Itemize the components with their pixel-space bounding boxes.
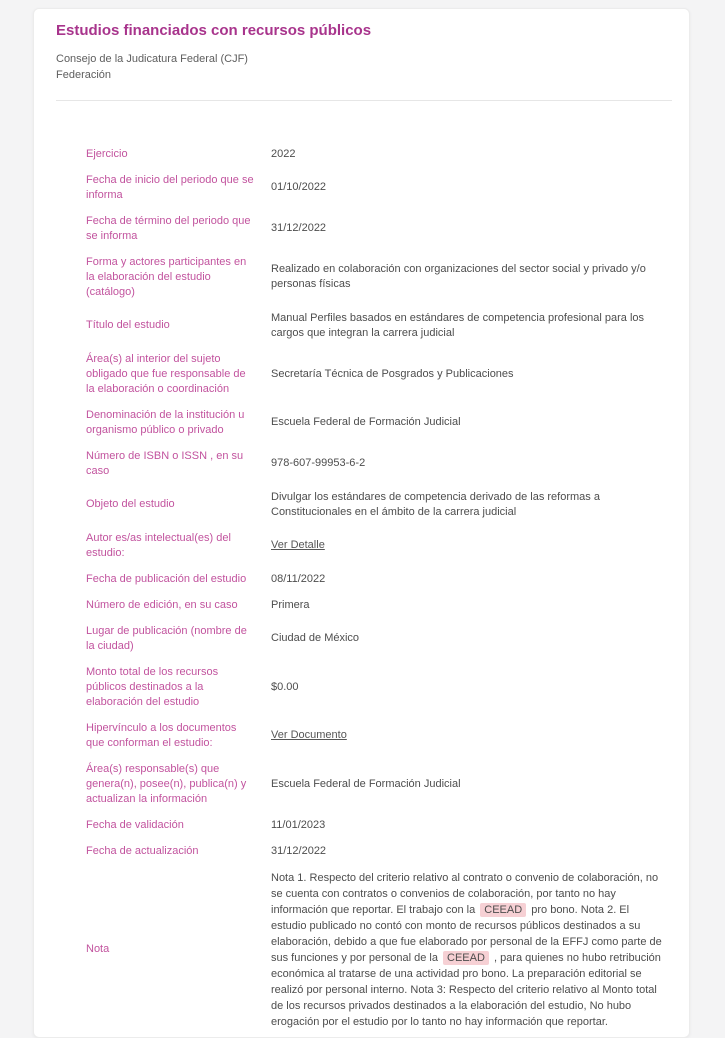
field-label: Lugar de publicación (nombre de la ciudad) [86,624,247,652]
field-value: 08/11/2022 [271,572,326,585]
field-row [86,408,674,438]
field-value: Secretaría Técnica de Posgrados y Publicaciones [271,367,514,380]
nota-text-segment: Nota 1. Respecto del criterio relativo al contrato o convenio de colaboración, no se cuenta con contratos o convenios de colaboración, por tanto no hay información que reportar. El trabajo con la [271,871,659,916]
field-value: Realizado en colaboración con organizaciones del sector social y privado y/o personas físicas [271,263,646,291]
field-row [86,598,674,613]
fields-list [86,147,674,1030]
field-label: Monto total de los recursos públicos destinados a la elaboración del estudio [86,665,219,708]
field-row [86,844,674,859]
field-label: Nota [86,943,110,956]
page-title: Estudios financiados con recursos públicos [56,22,372,39]
header-divider [56,100,672,101]
nota-text-segment: pro bono. Nota 2. El estudio publicado no contó con monto de recursos públicos destinados a su elaboración, debido a que fue elaborado por personal de la EFFJ como parte de sus funciones y por personal de la [271,903,662,964]
ceead-highlight: CEEAD [443,951,489,965]
field-label: Área(s) al interior del sujeto obligado que fue responsable de la elaboración o coordinación [86,352,246,395]
field-label: Fecha de validación [86,818,184,831]
field-value: 978-607-99953-6-2 [271,457,366,470]
field-label: Número de ISBN o ISSN , en su caso [86,449,244,477]
field-label: Objeto del estudio [86,498,175,511]
field-row [86,572,674,587]
field-label: Hipervínculo a los documentos que conforman el estudio: [86,721,237,749]
field-row [86,352,674,397]
ver-documento-link[interactable]: Ver Documento [271,729,347,742]
field-value: 11/01/2023 [271,818,326,831]
org-name: Consejo de la Judicatura Federal (CJF) [56,53,248,65]
field-row [86,449,674,479]
field-value [271,538,666,553]
field-label: Área(s) responsable(s) que genera(n), posee(n), publica(n) y actualizan la información [86,762,247,805]
org-level: Federación [56,68,112,81]
field-value: Manual Perfiles basados en estándares de competencia profesional para los cargos que integran la carrera judicial [271,311,645,339]
field-row [86,311,674,341]
field-row [86,665,674,710]
field-row [86,147,674,162]
ver-detalle-link[interactable]: Ver Detalle [271,539,325,552]
field-value: Primera [271,598,310,611]
nota-text-segment: , para quienes no hubo retribución económica al tratarse de una actividad pro bono. La preparación editorial se realizó por personal interno. Nota 3: Respecto del criterio relativo al Monto total de los recursos privados destinados a la elaboración del estudio, No hubo erogación por el estudio por lo tanto no hay información que reportar. [271,951,661,1028]
field-value: Ciudad de México [271,632,360,645]
field-row [86,490,674,520]
field-value [271,728,666,743]
field-label: Fecha de término del periodo que se informa [86,214,251,242]
field-label: Fecha de inicio del periodo que se informa [86,173,254,201]
field-row [86,255,674,300]
field-row [86,214,674,244]
field-value: 2022 [271,147,296,160]
field-label: Número de edición, en su caso [86,598,238,611]
field-label: Denominación de la institución u organismo público o privado [86,408,245,436]
field-value: Escuela Federal de Formación Judicial [271,777,461,790]
field-value: Divulgar los estándares de competencia derivado de las reformas a Constitucionales en el ámbito de la carrera judicial [271,490,600,518]
field-value: Escuela Federal de Formación Judicial [271,416,461,429]
field-value: 31/12/2022 [271,222,327,235]
field-label: Ejercicio [86,147,128,160]
field-row [86,624,674,654]
field-row [86,762,674,807]
field-label: Título del estudio [86,319,170,332]
field-row [86,870,674,1030]
field-label: Fecha de publicación del estudio [86,572,247,585]
detail-card [33,8,690,1038]
field-value: 01/10/2022 [271,181,327,194]
field-value [271,870,666,1030]
field-label: Fecha de actualización [86,844,199,857]
field-label: Forma y actores participantes en la elaboración del estudio (catálogo) [86,255,247,298]
field-row [86,818,674,833]
field-row [86,531,674,561]
ceead-highlight: CEEAD [480,903,526,917]
field-value: 31/12/2022 [271,844,327,857]
field-row [86,173,674,203]
field-label: Autor es/as intelectual(es) del estudio: [86,531,231,559]
field-value: $0.00 [271,680,299,693]
field-row [86,721,674,751]
